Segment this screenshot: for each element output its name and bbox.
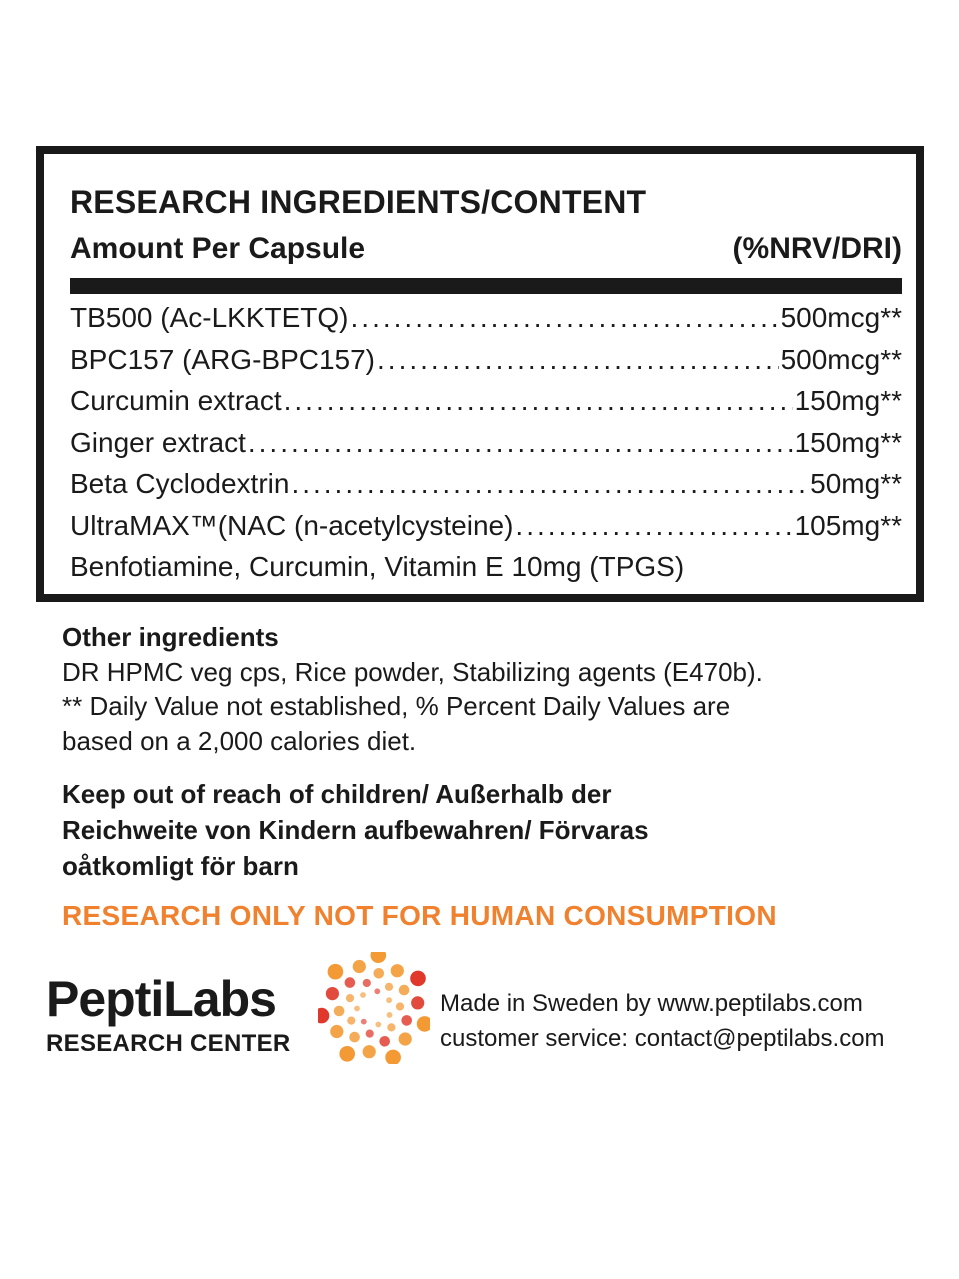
panel-title: RESEARCH INGREDIENTS/CONTENT: [70, 184, 647, 220]
ingredient-name: Curcumin extract: [70, 385, 282, 416]
ingredient-list: [70, 302, 902, 593]
leader-dots: [351, 302, 779, 334]
ingredient-row: [70, 468, 902, 510]
logo-dot: [363, 1045, 376, 1058]
ingredient-amount: 150mg**: [794, 385, 902, 416]
leader-dots: [515, 510, 792, 542]
other-ingredients-text: DR HPMC veg cps, Rice powder, Stabilizing agents (E470b).: [62, 656, 763, 687]
ingredient-row: [70, 510, 902, 552]
logo-dot: [318, 1008, 329, 1024]
leader-dots: [248, 427, 793, 459]
logo-dot: [385, 1050, 401, 1064]
ingredient-name: UltraMAX™(NAC (n-acetylcysteine): [70, 509, 514, 541]
warning-line: oåtkomligt för barn: [62, 851, 299, 881]
leader-dots: [291, 468, 808, 500]
ingredient-name: Beta Cyclodextrin: [70, 468, 290, 499]
logo-dot: [353, 960, 366, 973]
contact-block: [440, 986, 885, 1056]
panel-divider: [70, 278, 902, 294]
logo-dot: [374, 988, 380, 994]
nrv-dri-label: (%NRV/DRI): [732, 232, 902, 265]
logo-dot: [330, 1025, 343, 1038]
ingredient-amount: 105mg**: [794, 509, 902, 541]
logo-dot: [387, 1023, 395, 1031]
logo-dot: [417, 1016, 430, 1032]
ingredient-amount: 500mcg**: [780, 302, 902, 333]
ingredient-row: [70, 302, 902, 344]
warning-line: Keep out of reach of children/ Außerhalb der: [62, 779, 612, 809]
additional-ingredients-line: Benfotiamine, Curcumin, Vitamin E 10mg (TPGS): [70, 551, 685, 582]
ingredients-panel: [36, 146, 924, 602]
logo-dot: [346, 994, 354, 1002]
logo-dot: [387, 1012, 393, 1018]
manufacturer-line: Made in Sweden by www.peptilabs.com: [440, 990, 863, 1017]
ingredient-row: [70, 385, 902, 427]
logo-dot: [385, 983, 393, 991]
daily-value-note: ** Daily Value not established, % Percent Daily Values are: [62, 691, 731, 721]
logo-dot: [360, 992, 366, 998]
other-ingredients-title: Other ingredients: [62, 622, 279, 652]
ingredient-name: Ginger extract: [70, 426, 246, 458]
ingredient-name: BPC157 (ARG-BPC157): [70, 343, 376, 375]
ingredient-row: [70, 427, 902, 469]
logo-dot: [371, 952, 387, 963]
logo-dot: [354, 1006, 360, 1012]
logo-dot: [363, 979, 371, 987]
warning-line: Reichweite von Kindern aufbewahren/ Förvaras: [62, 815, 649, 845]
ingredient-row: [70, 344, 902, 386]
leader-dots: [377, 344, 779, 376]
logo-dot: [410, 971, 426, 987]
brand-block: [46, 970, 291, 1058]
research-only-notice: RESEARCH ONLY NOT FOR HUMAN CONSUMPTION: [62, 900, 777, 931]
logo-dot: [375, 1022, 381, 1028]
logo-dot: [339, 1046, 355, 1062]
logo-dot: [399, 985, 410, 996]
logo-dot: [396, 1002, 404, 1010]
logo-dot: [361, 1019, 367, 1025]
daily-value-note-continued: based on a 2,000 calories diet.: [62, 725, 417, 756]
ingredient-amount: 150mg**: [794, 426, 902, 458]
logo-dot: [334, 1006, 345, 1017]
brand-name: PeptiLabs: [46, 971, 276, 1027]
logo-dot: [345, 977, 356, 988]
amount-per-capsule-label: Amount Per Capsule: [70, 232, 366, 265]
logo-dot: [401, 1015, 412, 1026]
children-warning: [62, 776, 922, 884]
leader-dots: [284, 385, 793, 417]
logo-dot: [349, 1032, 360, 1043]
brand-subtitle: RESEARCH CENTER: [46, 1030, 291, 1057]
logo-dot: [347, 1017, 355, 1025]
logo-dot: [386, 997, 392, 1003]
other-ingredients-section: [62, 620, 922, 758]
logo-dot: [399, 1032, 412, 1045]
panel-subtitle: [70, 232, 902, 266]
ingredient-amount: 50mg**: [810, 468, 902, 499]
ingredient-name: TB500 (Ac-LKKTETQ): [70, 302, 349, 333]
customer-service-line: customer service: contact@peptilabs.com: [440, 1025, 885, 1052]
ingredient-amount: 500mcg**: [780, 343, 902, 375]
logo-dot: [328, 964, 344, 980]
orange-spiral-dots-logo-icon: [318, 952, 430, 1064]
logo-dot: [391, 964, 404, 977]
logo-dot: [326, 987, 339, 1000]
logo-dot: [411, 996, 424, 1009]
logo-dot: [366, 1030, 374, 1038]
logo-dot: [374, 968, 385, 979]
logo-dot: [379, 1036, 390, 1047]
